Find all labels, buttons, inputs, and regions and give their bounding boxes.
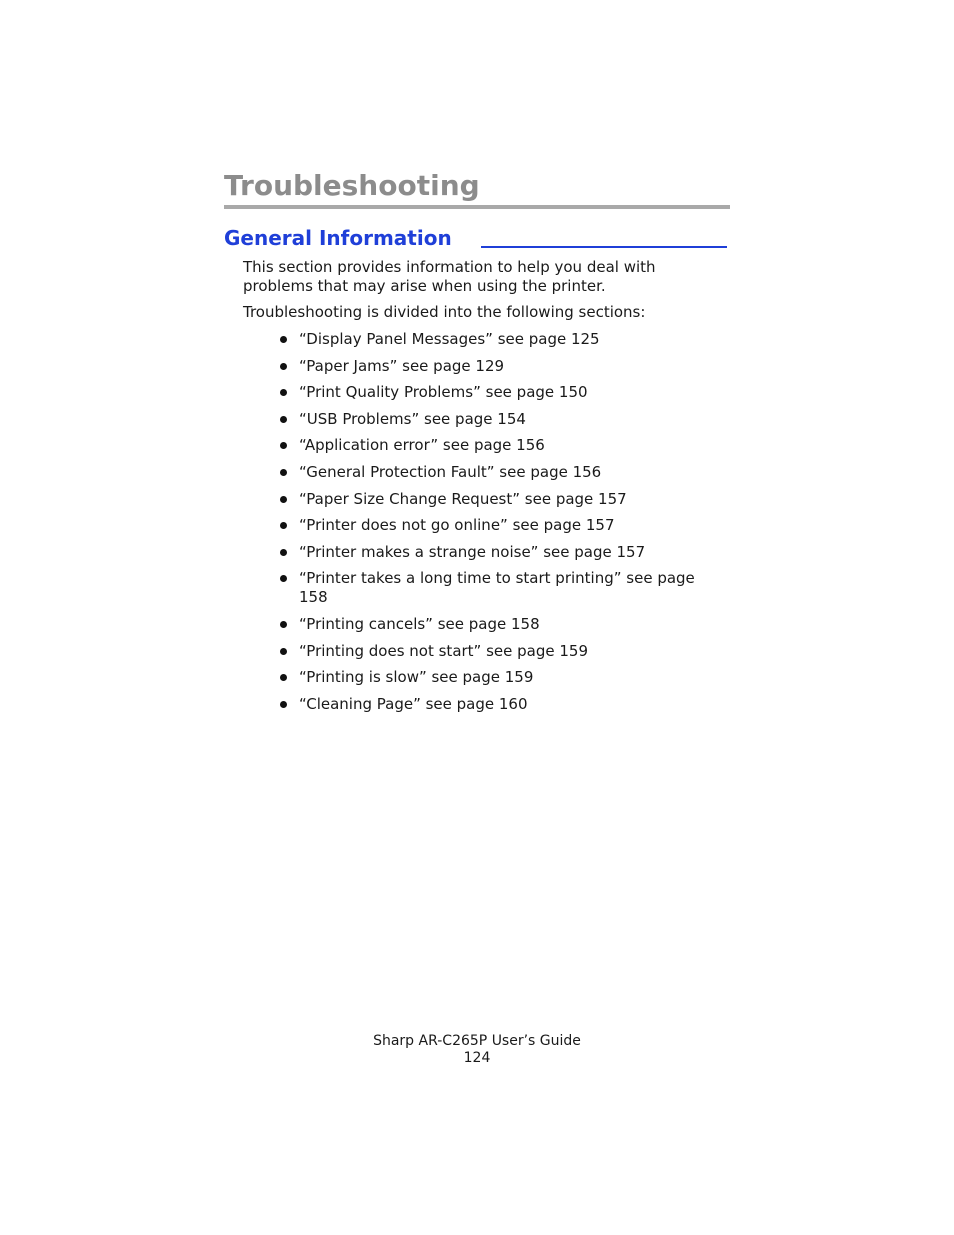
bullet-icon: [280, 549, 287, 556]
sections-intro-paragraph: Troubleshooting is divided into the following sections:: [243, 303, 646, 321]
section-link-item[interactable]: [280, 330, 700, 349]
bullet-icon: [280, 522, 287, 529]
intro-paragraph: This section provides information to help you deal with problems that may arise when using the printer.: [243, 258, 656, 295]
section-link-item[interactable]: [280, 569, 700, 607]
section-link-item[interactable]: [280, 357, 700, 376]
section-link-text[interactable]: “Printer makes a strange noise” see page 157: [299, 542, 646, 561]
bullet-icon: [280, 363, 287, 370]
section-link-text[interactable]: “Printer does not go online” see page 157: [299, 516, 615, 535]
bullet-icon: [280, 336, 287, 343]
section-link-item[interactable]: [280, 463, 700, 482]
section-link-text[interactable]: “Printing does not start” see page 159: [299, 641, 588, 660]
section-heading-rule: [481, 246, 727, 248]
section-link-item[interactable]: [280, 543, 700, 562]
section-link-item[interactable]: [280, 436, 700, 455]
section-link-text[interactable]: “Paper Jams” see page 129: [299, 356, 505, 375]
section-link-text[interactable]: “Cleaning Page” see page 160: [299, 694, 528, 713]
bullet-icon: [280, 389, 287, 396]
section-link-text[interactable]: “Display Panel Messages” see page 125: [299, 330, 600, 348]
section-link-text[interactable]: “USB Problems” see page 154: [299, 409, 526, 428]
bullet-icon: [280, 648, 287, 655]
section-link-item[interactable]: [280, 383, 700, 402]
section-link-item[interactable]: [280, 668, 700, 687]
chapter-title-rule: [224, 205, 730, 209]
bullet-icon: [280, 496, 287, 503]
footer-guide-title: Sharp AR-C265P User’s Guide: [373, 1033, 581, 1049]
bullet-icon: [280, 701, 287, 708]
section-link-item[interactable]: [280, 490, 700, 509]
bullet-icon: [280, 621, 287, 628]
bullet-icon: [280, 469, 287, 476]
section-link-list: [280, 330, 700, 721]
bullet-icon: [280, 575, 287, 582]
section-heading: General Information: [224, 226, 452, 250]
bullet-icon: [280, 674, 287, 681]
section-link-text[interactable]: “General Protection Fault” see page 156: [299, 462, 602, 481]
footer-page-number: 124: [463, 1050, 491, 1066]
section-link-text[interactable]: “Printing cancels” see page 158: [299, 614, 540, 633]
section-link-item[interactable]: [280, 642, 700, 661]
bullet-icon: [280, 416, 287, 423]
section-link-text[interactable]: “Printing is slow” see page 159: [299, 668, 534, 687]
section-link-item[interactable]: [280, 516, 700, 535]
section-link-text[interactable]: “Application error” see page 156: [299, 436, 545, 455]
section-link-text[interactable]: “Printer takes a long time to start printing” see page 158: [299, 569, 695, 607]
section-link-text[interactable]: “Paper Size Change Request” see page 157: [299, 489, 627, 508]
section-link-item[interactable]: [280, 615, 700, 634]
section-link-item[interactable]: [280, 695, 700, 714]
section-link-item[interactable]: [280, 410, 700, 429]
bullet-icon: [280, 442, 287, 449]
section-link-text[interactable]: “Print Quality Problems” see page 150: [299, 383, 588, 402]
chapter-title: Troubleshooting: [224, 169, 480, 202]
